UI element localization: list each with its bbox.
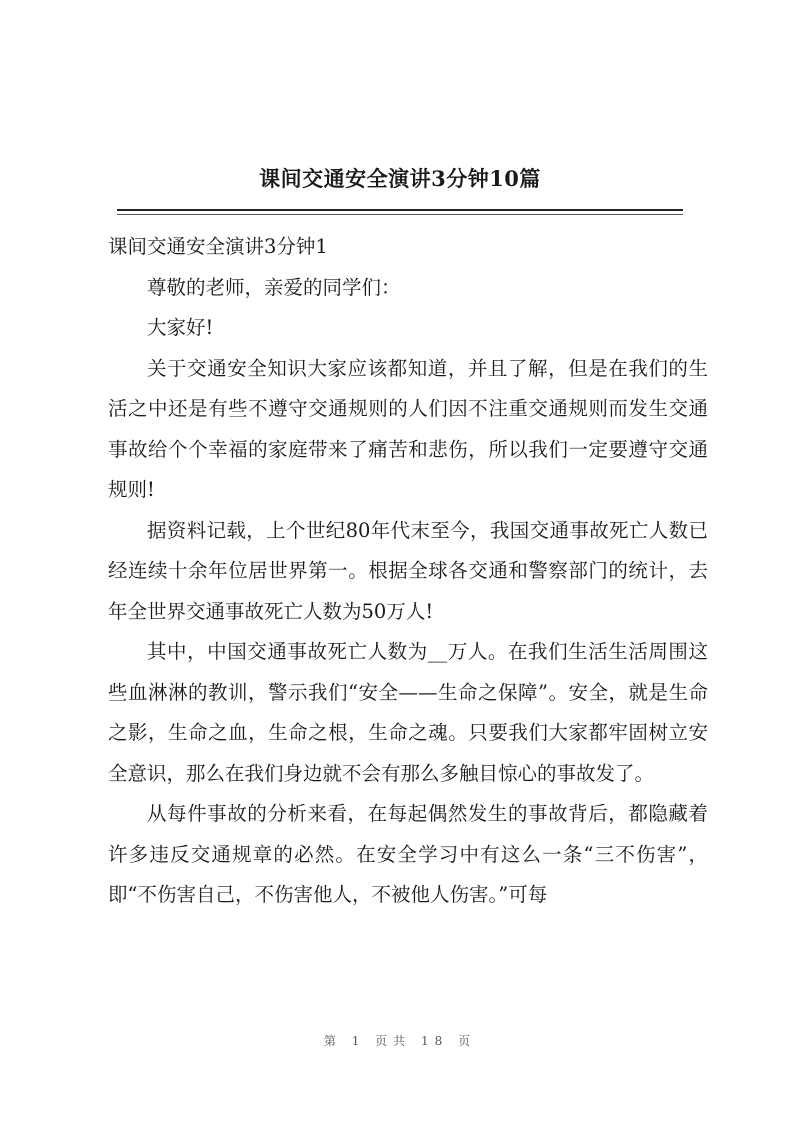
- paragraph-body: 据资料记载，上个世纪80年代末至今，我国交通事故死亡人数已经连续十余年位居世界第一。根据全球各交通和警察部门的统计，去年全世界交通事故死亡人数为50万人!: [108, 518, 708, 623]
- title-divider: [117, 209, 683, 211]
- document-title: 课间交通安全演讲3分钟10篇: [259, 166, 541, 191]
- paragraph-body: 从每件事故的分析来看，在每起偶然发生的事故背后，都隐藏着许多违反交通规章的必然。在安全学习中有这么一条“三不伤害”，即“不伤害自己，不伤害他人，不被他人伤害。”可每: [108, 802, 708, 906]
- document-body: [108, 227, 708, 916]
- title-divider-thin: [117, 214, 683, 215]
- paragraph-body: 关于交通安全知识大家应该都知道，并且了解，但是在我们的生活之中还是有些不遵守交通规则的人们因不注重交通规则而发生交通事故给个个幸福的家庭带来了痛苦和悲伤，所以我们一定要遵守交通规则!: [108, 356, 708, 501]
- section-heading: 课间交通安全演讲3分钟1: [108, 235, 328, 258]
- paragraph-body: 其中，中国交通事故死亡人数为__万人。在我们生活生活周围这些血淋淋的教训，警示我们“安全——生命之保障”。安全，就是生命之影，生命之血，生命之根，生命之魂。只要我们大家都牢固树立安全意识，那么在我们身边就不会有那么多触目惊心的事故发了。: [108, 640, 708, 785]
- paragraph-greeting-addressee: 尊敬的老师，亲爱的同学们：: [147, 275, 401, 299]
- page-number-footer: 第 1 页共 18 页: [323, 1034, 477, 1048]
- paragraph-greeting: 大家好!: [147, 316, 214, 339]
